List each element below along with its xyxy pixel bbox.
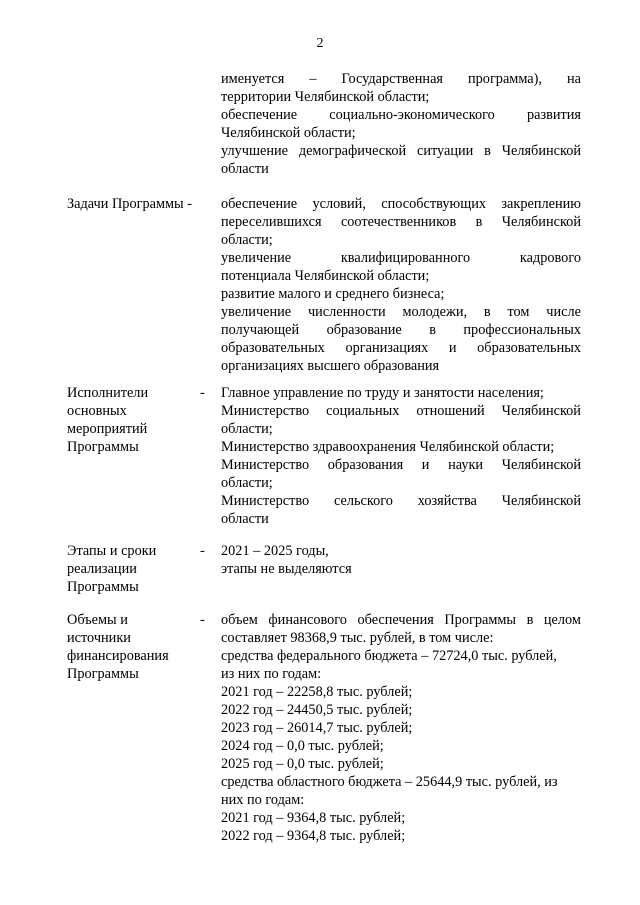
word: целом — [543, 612, 581, 628]
word: закреплению — [501, 196, 581, 212]
word: соотечественников — [340, 214, 457, 230]
word: профессиональных — [463, 322, 581, 338]
label-line: Программы — [67, 579, 139, 595]
word: и — [421, 457, 430, 473]
section-content — [221, 195, 581, 375]
label-line: Программы — [67, 439, 139, 455]
text-line: этапы не выделяются — [221, 561, 352, 577]
word: на — [566, 71, 581, 87]
text-line: средства областного бюджета – 25644,9 тыс. рублей, из — [221, 774, 558, 790]
word: Министерство — [221, 457, 310, 473]
word: демографической — [298, 143, 407, 159]
label-line: Программы — [67, 666, 139, 682]
word: отношений — [416, 403, 485, 419]
word: хозяйства — [417, 493, 477, 509]
section-content — [221, 542, 581, 578]
word: обеспечения — [357, 612, 434, 628]
word: получающей — [221, 322, 300, 338]
text-line: области — [221, 161, 269, 177]
text-line: из них по годам: — [221, 666, 322, 682]
text-line — [221, 492, 581, 510]
text-line: области; — [221, 421, 273, 437]
word: Челябинской — [501, 493, 581, 509]
text-line: 2021 год – 22258,8 тыс. рублей; — [221, 684, 413, 700]
text-line — [221, 106, 581, 124]
text-line: 2021 – 2025 годы, — [221, 543, 329, 559]
word: в — [475, 214, 483, 230]
text-line — [221, 321, 581, 339]
word: сельского — [333, 493, 393, 509]
text-line: организациях высшего образования — [221, 358, 440, 374]
text-line: 2022 год – 9364,8 тыс. рублей; — [221, 828, 406, 844]
text-line: 2024 год – 0,0 тыс. рублей; — [221, 738, 384, 754]
label-dash: - — [200, 543, 205, 559]
word: образовательных — [477, 340, 581, 356]
label-dash: - — [200, 612, 205, 628]
text-line: 2023 год – 26014,7 тыс. рублей; — [221, 720, 413, 736]
text-line: области; — [221, 475, 273, 491]
word: науки — [448, 457, 484, 473]
word: финансового — [268, 612, 347, 628]
text-line: области; — [221, 232, 273, 248]
section-label — [67, 611, 192, 683]
word: в — [483, 304, 491, 320]
word: обеспечение — [221, 107, 298, 123]
label-line: реализации — [67, 561, 137, 577]
word: образование — [326, 322, 402, 338]
word: кадрового — [519, 250, 581, 266]
intro-content — [221, 70, 581, 178]
text-line: 2025 год – 0,0 тыс. рублей; — [221, 756, 384, 772]
word: обеспечение — [221, 196, 298, 212]
word: численности — [307, 304, 386, 320]
section-label — [67, 384, 192, 456]
text-line — [221, 402, 581, 420]
text-line: Челябинской области; — [221, 125, 356, 141]
word: улучшение — [221, 143, 288, 159]
label-line: Этапы и сроки — [67, 543, 157, 559]
word: квалифицированного — [340, 250, 471, 266]
text-line: них по годам: — [221, 792, 305, 808]
text-line: развитие малого и среднего бизнеса; — [221, 286, 445, 302]
word: организациях — [345, 340, 429, 356]
word: в — [429, 322, 436, 338]
word: программа), — [468, 71, 542, 87]
word: в — [484, 143, 491, 159]
text-line: средства федерального бюджета – 72724,0 тыс. рублей, — [221, 648, 557, 664]
label-dash: - — [200, 385, 205, 401]
text-line: 2022 год – 24450,5 тыс. рублей; — [221, 702, 413, 718]
word: Министерство — [221, 403, 310, 419]
text-line — [221, 142, 581, 160]
section-content — [221, 611, 581, 845]
label-line: основных — [67, 403, 127, 419]
word: Челябинской — [501, 457, 581, 473]
word: социальных — [326, 403, 400, 419]
text-line: 2021 год – 9364,8 тыс. рублей; — [221, 810, 406, 826]
word: именуется — [221, 71, 285, 87]
word: Челябинской — [501, 214, 581, 230]
section-label — [67, 542, 192, 596]
page-number: 2 — [316, 36, 324, 51]
word: Челябинской — [501, 143, 581, 159]
text-line: Министерство здравоохранения Челябинской области; — [221, 439, 555, 455]
word: и — [448, 340, 457, 356]
word: образовательных — [221, 340, 325, 356]
word: объем — [221, 612, 258, 628]
word: молодежи, — [402, 304, 468, 320]
word: развития — [526, 107, 581, 123]
word: Программы — [444, 612, 517, 628]
label-line: Объемы и — [67, 612, 128, 628]
word: Государственная — [341, 71, 444, 87]
word: увеличение — [221, 304, 292, 320]
text-line: потенциала Челябинской области; — [221, 268, 430, 284]
label-line: Исполнители — [67, 385, 149, 401]
text-line — [221, 339, 581, 357]
text-line: составляет 98368,9 тыс. рублей, в том числе: — [221, 630, 494, 646]
word: том — [507, 304, 530, 320]
section-label: Задачи Программы - — [67, 196, 192, 212]
text-line — [221, 195, 581, 213]
word: ситуации — [416, 143, 474, 159]
text-line — [221, 249, 581, 267]
section-content — [221, 384, 581, 528]
text-line — [221, 456, 581, 474]
text-line: территории Челябинской области; — [221, 89, 430, 105]
label-line: мероприятий — [67, 421, 148, 437]
label-line: финансирования — [67, 648, 169, 664]
word: Челябинской — [501, 403, 581, 419]
label-line: источники — [67, 630, 131, 646]
word: условий, — [312, 196, 366, 212]
text-line: Главное управление по труду и занятости населения; — [221, 385, 544, 401]
word: переселившихся — [221, 214, 322, 230]
text-line — [221, 611, 581, 629]
word: числе — [546, 304, 581, 320]
text-line — [221, 213, 581, 231]
word: образования — [327, 457, 404, 473]
word: способствующих — [381, 196, 487, 212]
word: социально-экономического — [329, 107, 495, 123]
word: – — [309, 71, 317, 87]
text-line: области — [221, 511, 269, 527]
word: увеличение — [221, 250, 292, 266]
word: Министерство — [221, 493, 310, 509]
text-line — [221, 70, 581, 88]
word: в — [526, 612, 534, 628]
text-line — [221, 303, 581, 321]
